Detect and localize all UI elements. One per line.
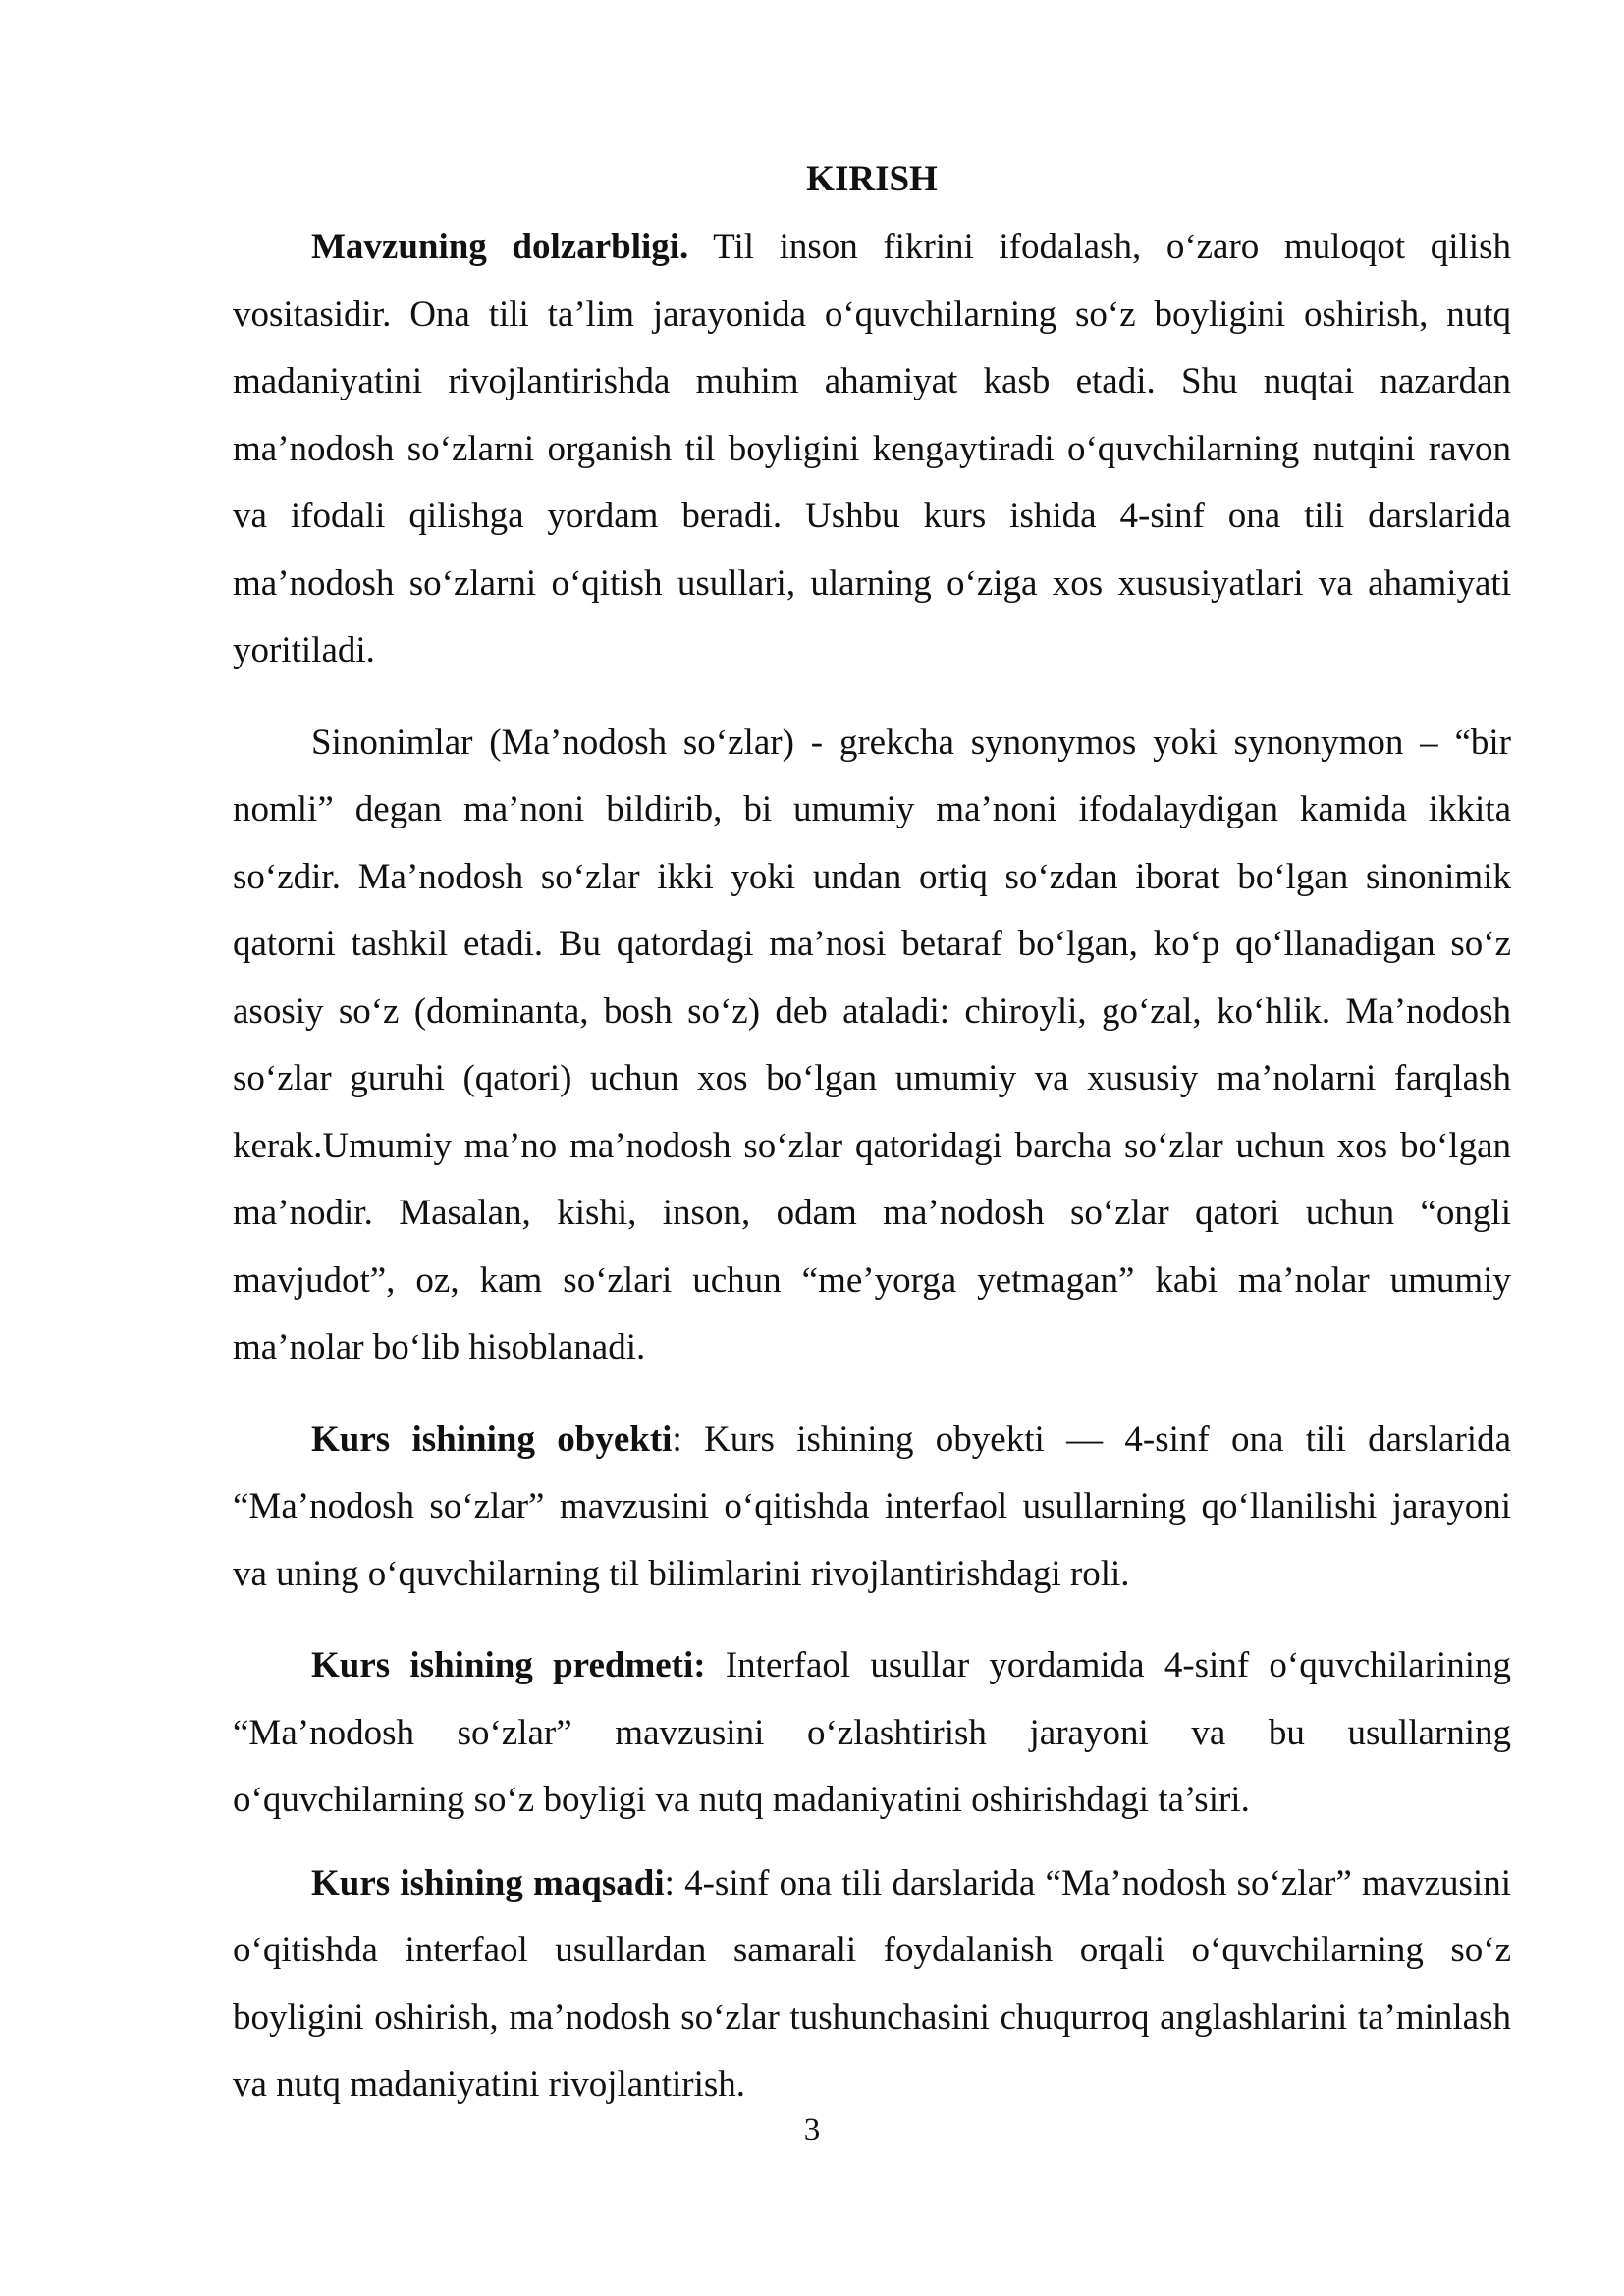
page-number: 3 <box>803 2112 821 2148</box>
paragraph-object-lead: Kurs ishining obyekti <box>311 1418 673 1460</box>
paragraph-goal-lead: Kurs ishining maqsadi <box>311 1862 665 1903</box>
paragraph-synonyms <box>233 710 1511 1382</box>
paragraph-relevance-lead: Mavzuning dolzarbligi. <box>311 227 689 267</box>
section-title: KIRISH <box>806 159 938 199</box>
paragraph-relevance <box>233 214 1511 685</box>
paragraph-goal-text: : 4-sinf ona tili darslarida “Ma’nodosh so‘zlar” mavzusini o‘qitishda interfaol usullardan samarali foydalanish orqali o‘quvchilarning so‘z boyligini oshirish, ma’nodosh so‘zlar tushunchasini chuqurroq anglashlarini ta’minlash va nutq madaniyatini rivojlantirish. <box>233 1862 1511 2105</box>
paragraph-subject-text: Interfaol usullar yordamida 4-sinf o‘quvchilarining “Ma’nodosh so‘zlar” mavzusini o‘zlashtirish jarayoni va bu usullarning o‘quvchilarning so‘z boyligi va nutq madaniyatini oshirishdagi ta’siri. <box>233 1645 1511 1820</box>
paragraph-subject <box>233 1632 1511 1835</box>
page-content <box>233 147 1511 2119</box>
paragraph-object <box>233 1407 1511 1609</box>
paragraph-goal <box>233 1850 1511 2119</box>
paragraph-relevance-text: Til inson fikrini ifodalash, o‘zaro muloqot qilish vositasidir. Ona tili ta’lim jarayonida o‘quvchilarning so‘z boyligini oshirish, nutq madaniyatini rivojlantirishda muhim ahamiyat kasb etadi. Shu nuqtai nazardan ma’nodosh so‘zlarni organish til boyligini kengaytiradi o‘quvchilarning nutqini ravon va ifodali qilishga yordam beradi. Ushbu kurs ishida 4-sinf ona tili darslarida ma’nodosh so‘zlarni o‘qitish usullari, ularning o‘ziga xos xususiyatlari va ahamiyati yoritiladi. <box>233 227 1511 670</box>
paragraph-subject-lead: Kurs ishining predmeti: <box>311 1645 706 1685</box>
paragraph-synonyms-text: Sinonimlar (Ma’nodosh so‘zlar) - grekcha synonymos yoki synonymon – “bir nomli” degan ma’noni bildirib, bi umumiy ma’noni ifodalaydigan kamida ikkita so‘zdir. Ma’nodosh so‘zlar ikki yoki undan ortiq so‘zdan iborat bo‘lgan sinonimik qatorni tashkil etadi. Bu qatordagi ma’nosi betaraf bo‘lgan, ko‘p qo‘llanadigan so‘z asosiy so‘z (dominanta, bosh so‘z) deb ataladi: chiroyli, go‘zal, ko‘hlik. Ma’nodosh so‘zlar guruhi (qatori) uchun xos bo‘lgan umumiy va xususiy ma’nolarni farqlash kerak.Umumiy ma’no ma’nodosh so‘zlar qatoridagi barcha so‘zlar uchun xos bo‘lgan ma’nodir. Masalan, kishi, inson, odam ma’nodosh so‘zlar qatori uchun “ongli mavjudot”, oz, kam so‘zlari uchun “me’yorga yetmagan” kabi ma’nolar umumiy ma’nolar bo‘lib hisoblanadi. <box>233 721 1511 1367</box>
paragraph-object-text: : Kurs ishining obyekti — 4-sinf ona tili darslarida “Ma’nodosh so‘zlar” mavzusini o‘qitishda interfaol usullarning qo‘llanilishi jarayoni va uning o‘quvchilarning til bilimlarini rivojlantirishdagi roli. <box>233 1418 1511 1594</box>
